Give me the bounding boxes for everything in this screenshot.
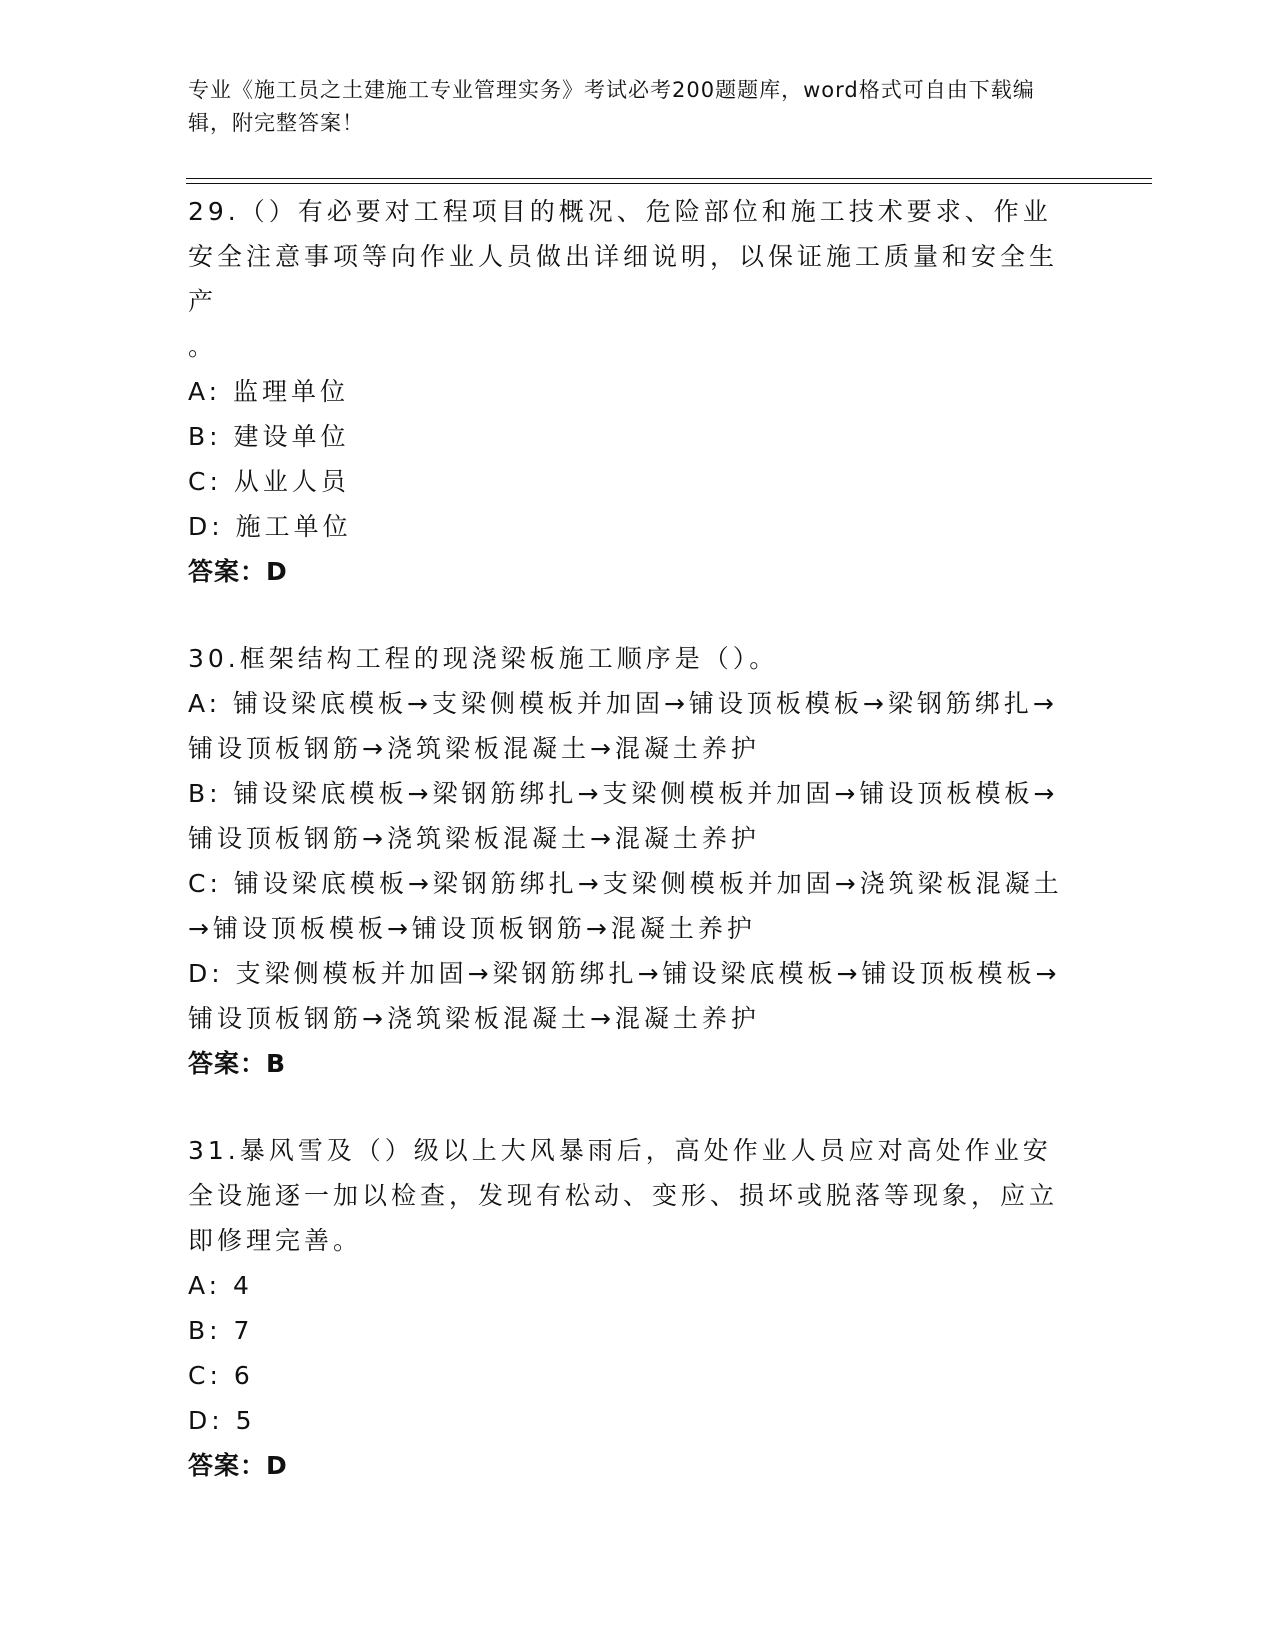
answer-label: 答案：B xyxy=(188,1049,287,1078)
question-30 xyxy=(188,636,1088,1086)
answer-label: 答案：D xyxy=(188,557,288,586)
question-stem: 30.框架结构工程的现浇梁板施工顺序是（）。 xyxy=(188,644,779,673)
document-header: 专业《施工员之土建施工专业管理实务》考试必考200题题库，word格式可自由下载编辑，附完整答案！ xyxy=(188,78,1035,135)
option-d: D: 支梁侧模板并加固→梁钢筋绑扎→铺设梁底模板→铺设顶板模板→铺设顶板钢筋→浇筑梁板混凝土→混凝土养护 xyxy=(188,959,1061,1033)
option-d: D: 施工单位 xyxy=(188,512,352,541)
question-list xyxy=(188,189,1088,1530)
option-a: A: 4 xyxy=(188,1271,253,1300)
option-b: B: 铺设梁底模板→梁钢筋绑扎→支梁侧模板并加固→铺设顶板模板→铺设顶板钢筋→浇筑梁板混凝土→混凝土养护 xyxy=(188,779,1059,853)
option-c: C: 铺设梁底模板→梁钢筋绑扎→支梁侧模板并加固→浇筑梁板混凝土→铺设顶板模板→铺设顶板钢筋→混凝土养护 xyxy=(188,869,1063,943)
question-stem-tail: 。 xyxy=(188,332,218,361)
question-31 xyxy=(188,1128,1088,1488)
option-b: B: 建设单位 xyxy=(188,422,350,451)
answer-label: 答案：D xyxy=(188,1451,288,1480)
question-stem-text: 29.（）有必要对工程项目的概况、危险部位和施工技术要求、作业安全注意事项等向作业人员做出详细说明，以保证施工质量和安全生产 xyxy=(188,197,1059,316)
option-a: A: 监理单位 xyxy=(188,377,350,406)
header-divider-bottom xyxy=(186,183,1152,184)
question-stem xyxy=(188,189,1068,369)
option-c: C: 从业人员 xyxy=(188,467,350,496)
question-29 xyxy=(188,189,1088,594)
header-divider-top xyxy=(186,178,1152,179)
option-a: A: 铺设梁底模板→支梁侧模板并加固→铺设顶板模板→梁钢筋绑扎→铺设顶板钢筋→浇筑梁板混凝土→混凝土养护 xyxy=(188,689,1058,763)
question-stem: 31.暴风雪及（）级以上大风暴雨后，高处作业人员应对高处作业安全设施逐一加以检查，发现有松动、变形、损坏或脱落等现象，应立即修理完善。 xyxy=(188,1136,1059,1255)
option-d: D: 5 xyxy=(188,1406,256,1435)
option-c: C: 6 xyxy=(188,1361,254,1390)
option-b: B: 7 xyxy=(188,1316,254,1345)
